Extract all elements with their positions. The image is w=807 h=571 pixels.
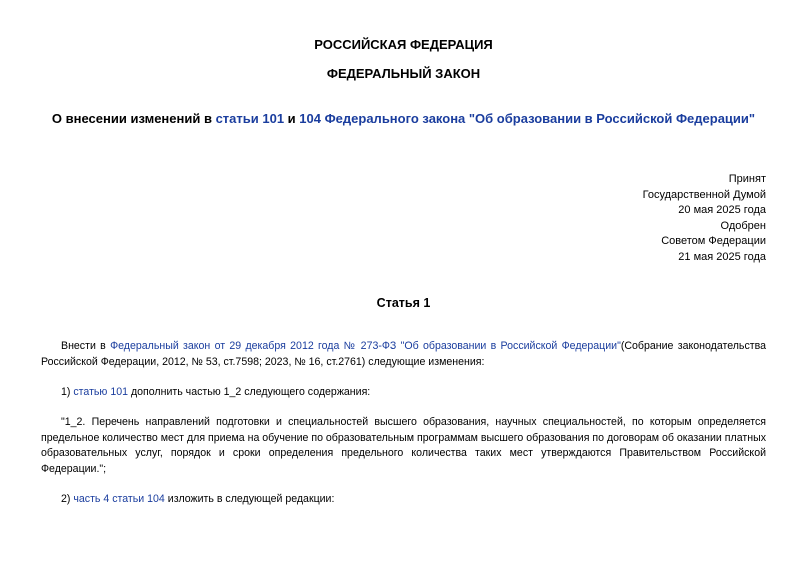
article-paragraph-3: "1_2. Перечень направлений подготовки и специальностей высшего образования, научных специальностей, по которым определяется предельное количество мест для приема на обучение по образовательным программам высшего образования по договорам об оказании платных образовательных услуг, порядок и сроки определения предельного количества таких мест утверждаются Правительством Российской Федерации."; (41, 416, 766, 475)
link-article-101[interactable]: статьи 101 (215, 111, 285, 126)
adoption-accepted: Принят (728, 173, 766, 185)
paragraph-2-suffix: дополнить частью 1_2 следующего содержания: (128, 386, 371, 398)
article-paragraph-4 (41, 492, 766, 508)
paragraph-2-prefix: 1) (61, 386, 74, 398)
paragraph-1-prefix: Внести в (61, 340, 111, 352)
header-law-type: ФЕДЕРАЛЬНЫЙ ЗАКОН (326, 66, 481, 81)
article-paragraph-1 (41, 339, 766, 370)
link-article-101-body[interactable]: статью 101 (73, 386, 128, 398)
paragraph-1-suffix: (Собрание законодательства Российской Федерации, 2012, № 53, ст.7598; 2023, № 16, ст.2761) следующие изменения: (41, 340, 766, 368)
adoption-council: Советом Федерации (661, 235, 766, 248)
adoption-block (466, 172, 766, 266)
header-federation: РОССИЙСКАЯ ФЕДЕРАЦИЯ (314, 37, 493, 52)
law-title-prefix: О внесении изменений в (51, 111, 216, 126)
article-paragraph-2 (41, 385, 766, 401)
adoption-duma-date: 20 мая 2025 года (678, 204, 766, 217)
link-part-4-article-104[interactable]: часть 4 статьи 104 (73, 493, 165, 505)
adoption-council-date: 21 мая 2025 года (678, 250, 766, 263)
article-title: Статья 1 (376, 296, 431, 310)
adoption-approved: Одобрен (720, 219, 766, 232)
paragraph-4-prefix: 2) (61, 493, 74, 505)
law-title-and: и (284, 111, 300, 126)
law-title (0, 111, 807, 127)
link-article-104-law[interactable]: 104 Федерального закона "Об образовании в Российской Федерации" (299, 111, 756, 126)
adoption-duma: Государственной Думой (642, 188, 766, 201)
paragraph-4-suffix: изложить в следующей редакции: (164, 493, 335, 505)
link-federal-law-273[interactable]: Федеральный закон от 29 декабря 2012 года № 273-ФЗ "Об образовании в Российской Федерации" (110, 340, 621, 352)
